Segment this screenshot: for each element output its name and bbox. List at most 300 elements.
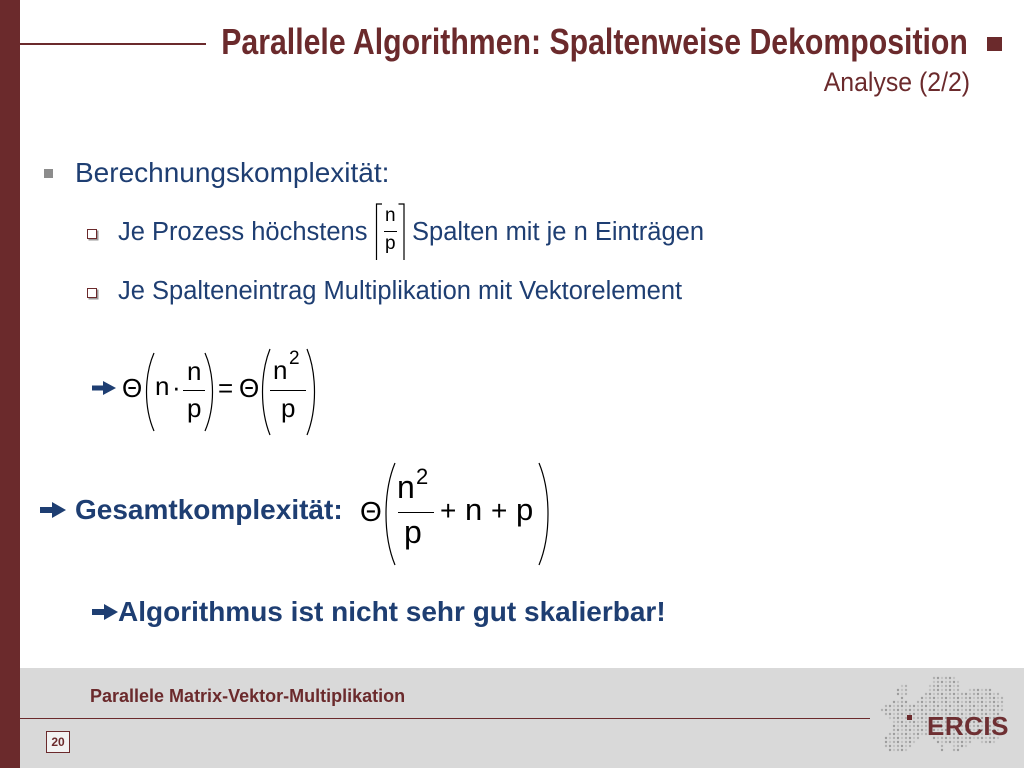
map-dot [973, 701, 975, 703]
map-dot [897, 749, 899, 751]
map-dot [893, 721, 895, 723]
map-dot [981, 701, 983, 703]
map-dot [961, 745, 963, 747]
map-dot [957, 681, 959, 683]
map-dot [917, 721, 919, 723]
arrow-right-shape [92, 604, 118, 620]
map-dot [897, 733, 899, 735]
map-dot [917, 737, 919, 739]
formula2-fraction-bar [398, 512, 434, 513]
map-dot [905, 689, 907, 691]
formula1-rhs-left-paren [259, 348, 271, 436]
map-dot [933, 689, 935, 691]
map-dot [961, 693, 963, 695]
map-dot [985, 741, 987, 743]
map-dot [889, 745, 891, 747]
map-dot [941, 693, 943, 695]
map-dot [949, 701, 951, 703]
map-dot [929, 689, 931, 691]
map-dot [989, 697, 991, 699]
map-dot [921, 721, 923, 723]
map-dot [949, 705, 951, 707]
map-dot [901, 717, 903, 719]
sub-bullet-columns-text-end: Spalten mit je n Einträgen [412, 218, 705, 246]
formula2-left-paren [382, 462, 396, 566]
map-dot [901, 697, 903, 699]
formula2-plus-2: + [491, 495, 508, 526]
formula1-theta: Θ [122, 373, 143, 403]
formula1-dot-operator: · [172, 372, 181, 402]
map-dot [969, 701, 971, 703]
map-dot [909, 733, 911, 735]
map-dot [901, 729, 903, 731]
map-dot [937, 685, 939, 687]
map-dot [957, 749, 959, 751]
map-dot [957, 697, 959, 699]
map-dot [921, 725, 923, 727]
map-dot [921, 709, 923, 711]
map-dot [961, 701, 963, 703]
map-dot [925, 701, 927, 703]
formula2-left-paren-stroke [386, 463, 395, 565]
left-ceiling-bracket [374, 203, 384, 261]
map-dot [929, 705, 931, 707]
map-dot [885, 709, 887, 711]
map-dot [909, 745, 911, 747]
map-dot [953, 701, 955, 703]
formula1-rhs-left-paren-stroke [263, 349, 271, 435]
map-dot [969, 689, 971, 691]
map-dot [981, 705, 983, 707]
map-dot [901, 749, 903, 751]
map-dot [893, 749, 895, 751]
ceil-fraction-numerator: n [385, 205, 396, 226]
logo-dot-icon [907, 715, 912, 720]
map-dot [901, 737, 903, 739]
map-dot [893, 709, 895, 711]
map-dot [917, 705, 919, 707]
filled-square-bullet-icon [44, 169, 53, 178]
map-dot [953, 693, 955, 695]
map-dot [893, 741, 895, 743]
map-dot [905, 705, 907, 707]
formula1-right-paren-stroke [205, 353, 213, 431]
map-dot [885, 737, 887, 739]
map-dot [897, 693, 899, 695]
map-dot [933, 697, 935, 699]
title-square-icon [987, 37, 1002, 51]
map-dot [957, 693, 959, 695]
map-dot [885, 705, 887, 707]
map-dot [941, 749, 943, 751]
map-dot [977, 689, 979, 691]
arrow-right-shape [40, 502, 66, 518]
map-dot [901, 685, 903, 687]
map-dot [901, 725, 903, 727]
map-dot [985, 705, 987, 707]
map-dot [889, 741, 891, 743]
map-dot [969, 705, 971, 707]
map-dot [905, 741, 907, 743]
map-dot [937, 689, 939, 691]
map-dot [901, 745, 903, 747]
map-dot [965, 745, 967, 747]
map-dot [993, 701, 995, 703]
map-dot [993, 705, 995, 707]
map-dot [953, 689, 955, 691]
ceil-fraction-denominator: p [385, 233, 396, 254]
map-dot [989, 741, 991, 743]
map-dot [965, 697, 967, 699]
map-dot [997, 705, 999, 707]
sub-bullet-columns-text-start: Je Prozess höchstens [118, 218, 368, 246]
total-complexity-label: Gesamtkomplexität: [75, 494, 343, 525]
formula1-fraction-numerator: n [187, 356, 202, 386]
map-dot [957, 705, 959, 707]
hollow-square-bullet-icon [87, 288, 97, 298]
map-dot [909, 721, 911, 723]
map-dot [993, 697, 995, 699]
map-dot [889, 709, 891, 711]
map-dot [945, 693, 947, 695]
map-dot [945, 741, 947, 743]
formula1-equals: = [218, 373, 234, 403]
arrow-right-icon [92, 604, 118, 620]
map-dot [901, 701, 903, 703]
map-dot [989, 693, 991, 695]
map-dot [889, 733, 891, 735]
map-dot [917, 725, 919, 727]
map-dot [905, 745, 907, 747]
map-dot [905, 725, 907, 727]
right-ceiling-bracket-stroke [399, 204, 405, 260]
map-dot [905, 737, 907, 739]
ceil-fraction-bar [384, 231, 397, 232]
title-rule [20, 43, 206, 45]
map-dot [921, 713, 923, 715]
map-dot [921, 729, 923, 731]
map-dot [965, 693, 967, 695]
formula1-left-paren [143, 352, 155, 432]
map-dot [889, 705, 891, 707]
map-dot [953, 705, 955, 707]
map-dot [993, 741, 995, 743]
map-dot [1001, 705, 1003, 707]
map-dot [893, 745, 895, 747]
ercis-logo: ERCIS [927, 711, 1009, 741]
map-dot [897, 741, 899, 743]
map-dot [909, 725, 911, 727]
footer-rule [20, 718, 870, 719]
map-dot [933, 705, 935, 707]
arrow-right-icon [40, 502, 66, 518]
map-dot [965, 705, 967, 707]
map-dot [897, 725, 899, 727]
map-dot [997, 693, 999, 695]
map-dot [973, 689, 975, 691]
map-dot [953, 741, 955, 743]
map-dot [949, 693, 951, 695]
map-dot [957, 689, 959, 691]
map-dot [949, 689, 951, 691]
map-dot [953, 745, 955, 747]
map-dot [897, 689, 899, 691]
formula2-term-2: p [516, 492, 534, 527]
map-dot [941, 701, 943, 703]
formula1-fraction-bar [183, 390, 205, 391]
map-dot [905, 685, 907, 687]
map-dot [929, 701, 931, 703]
map-dot [933, 701, 935, 703]
map-dot [893, 713, 895, 715]
formula1-fraction-denominator: p [187, 393, 202, 423]
map-dot [945, 705, 947, 707]
slide-subtitle: Analyse (2/2) [823, 67, 970, 97]
map-dot [945, 689, 947, 691]
map-dot [909, 709, 911, 711]
map-dot [917, 717, 919, 719]
map-dot [913, 725, 915, 727]
map-dot [985, 689, 987, 691]
map-dot [965, 741, 967, 743]
map-dot [1001, 697, 1003, 699]
map-dot [917, 729, 919, 731]
formula1-rhs-theta: Θ [239, 373, 260, 403]
map-dot [909, 737, 911, 739]
map-dot [897, 717, 899, 719]
formula1-left-paren-stroke [147, 353, 155, 431]
map-dot [961, 697, 963, 699]
formula1-rhs-exponent: 2 [289, 348, 300, 369]
map-dot [885, 713, 887, 715]
conclusion-text: Algorithmus ist nicht sehr gut skalierbar! [118, 596, 666, 627]
map-dot [913, 733, 915, 735]
map-dot [997, 701, 999, 703]
formula1-factor: n [155, 371, 170, 401]
map-dot [889, 717, 891, 719]
hollow-square-bullet-icon [87, 229, 97, 239]
map-dot [937, 741, 939, 743]
map-dot [961, 705, 963, 707]
map-dot [985, 697, 987, 699]
map-dot [901, 689, 903, 691]
map-dot [981, 741, 983, 743]
map-dot [937, 677, 939, 679]
formula1-right-paren [204, 352, 216, 432]
map-dot [893, 737, 895, 739]
map-dot [901, 721, 903, 723]
arrow-right-shape [92, 381, 116, 395]
map-dot [965, 701, 967, 703]
map-dot [893, 701, 895, 703]
map-dot [905, 701, 907, 703]
map-dot [893, 717, 895, 719]
map-dot [949, 697, 951, 699]
sub-bullet-multiplication-text: Je Spalteneintrag Multiplikation mit Vektorelement [118, 277, 683, 305]
map-dot [929, 693, 931, 695]
map-dot [905, 733, 907, 735]
map-dot [921, 701, 923, 703]
map-dot [977, 701, 979, 703]
map-dot [949, 677, 951, 679]
map-dot [913, 717, 915, 719]
map-dot [977, 697, 979, 699]
map-dot [941, 705, 943, 707]
map-dot [925, 693, 927, 695]
map-dot [917, 701, 919, 703]
map-dot [933, 685, 935, 687]
map-dot [937, 705, 939, 707]
map-dot [889, 737, 891, 739]
map-dot [937, 697, 939, 699]
map-dot [945, 701, 947, 703]
formula2-theta: Θ [360, 496, 382, 527]
map-dot [885, 741, 887, 743]
map-dot [913, 705, 915, 707]
map-dot [969, 741, 971, 743]
map-dot [913, 721, 915, 723]
map-dot [925, 697, 927, 699]
map-dot [921, 717, 923, 719]
map-dot [917, 709, 919, 711]
map-dot [977, 705, 979, 707]
map-dot [897, 729, 899, 731]
map-dot [881, 709, 883, 711]
map-dot [949, 681, 951, 683]
map-dot [929, 685, 931, 687]
map-dot [901, 693, 903, 695]
map-dot [929, 697, 931, 699]
map-dot [989, 701, 991, 703]
map-dot [941, 689, 943, 691]
slide-title: Parallele Algorithmen: Spaltenweise Dekomposition [221, 21, 968, 62]
map-dot [909, 705, 911, 707]
map-dot [909, 741, 911, 743]
formula2-numerator: n [397, 469, 415, 505]
map-dot [937, 681, 939, 683]
map-dot [901, 741, 903, 743]
map-dot [901, 709, 903, 711]
map-dot [893, 705, 895, 707]
map-dot [953, 749, 955, 751]
map-dot [941, 685, 943, 687]
map-dot [989, 705, 991, 707]
map-dot [941, 741, 943, 743]
map-dot [905, 721, 907, 723]
map-dot [941, 697, 943, 699]
map-dot [893, 725, 895, 727]
map-dot [969, 697, 971, 699]
left-accent-bar [0, 0, 20, 768]
map-dot [933, 681, 935, 683]
map-dot [921, 733, 923, 735]
right-ceiling-bracket [397, 203, 407, 261]
map-dot [993, 693, 995, 695]
footer-course-title: Parallele Matrix-Vektor-Multiplikation [90, 686, 406, 706]
map-dot [937, 701, 939, 703]
map-dot [969, 693, 971, 695]
map-dot [905, 709, 907, 711]
map-dot [913, 709, 915, 711]
map-dot [973, 697, 975, 699]
map-dot [973, 705, 975, 707]
map-dot [913, 729, 915, 731]
map-dot [901, 713, 903, 715]
map-dot [945, 685, 947, 687]
arrow-right-icon [92, 381, 116, 395]
map-dot [901, 705, 903, 707]
formula2-plus-1: + [440, 495, 457, 526]
map-dot [897, 709, 899, 711]
map-dot [953, 677, 955, 679]
map-dot [981, 693, 983, 695]
map-dot [957, 741, 959, 743]
map-dot [953, 697, 955, 699]
map-dot [909, 729, 911, 731]
formula2-denominator: p [404, 514, 422, 550]
formula1-rhs-right-paren [306, 348, 318, 436]
map-dot [917, 733, 919, 735]
map-dot [905, 729, 907, 731]
formula1-rhs-right-paren-stroke [307, 349, 315, 435]
map-dot [897, 745, 899, 747]
map-dot [985, 693, 987, 695]
map-dot [961, 741, 963, 743]
page-number: 20 [46, 731, 70, 753]
map-dot [897, 737, 899, 739]
formula2-term-1: n [465, 492, 483, 527]
formula1-rhs-numerator: n [273, 355, 288, 385]
map-dot [945, 681, 947, 683]
map-dot [949, 685, 951, 687]
map-dot [913, 713, 915, 715]
map-dot [981, 697, 983, 699]
map-dot [937, 693, 939, 695]
map-dot [925, 705, 927, 707]
map-dot [913, 741, 915, 743]
map-dot [905, 749, 907, 751]
map-dot [941, 677, 943, 679]
formula2-exponent: 2 [416, 464, 429, 489]
formula2-right-paren [538, 462, 552, 566]
map-dot [913, 737, 915, 739]
map-dot [933, 677, 935, 679]
map-dot [897, 705, 899, 707]
map-dot [997, 697, 999, 699]
map-dot [957, 685, 959, 687]
map-dot [953, 685, 955, 687]
map-dot [889, 749, 891, 751]
map-dot [985, 701, 987, 703]
map-dot [897, 713, 899, 715]
map-dot [897, 701, 899, 703]
map-dot [989, 689, 991, 691]
map-dot [921, 705, 923, 707]
map-dot [945, 677, 947, 679]
map-dot [949, 741, 951, 743]
map-dot [917, 713, 919, 715]
map-dot [981, 689, 983, 691]
map-dot [973, 693, 975, 695]
left-ceiling-bracket-stroke [377, 204, 383, 260]
bullet-complexity-heading: Berechnungskomplexität: [75, 157, 390, 188]
map-dot [889, 713, 891, 715]
map-dot [953, 681, 955, 683]
map-dot [957, 745, 959, 747]
map-dot [921, 697, 923, 699]
map-dot [945, 697, 947, 699]
formula2-right-paren-stroke [539, 463, 548, 565]
